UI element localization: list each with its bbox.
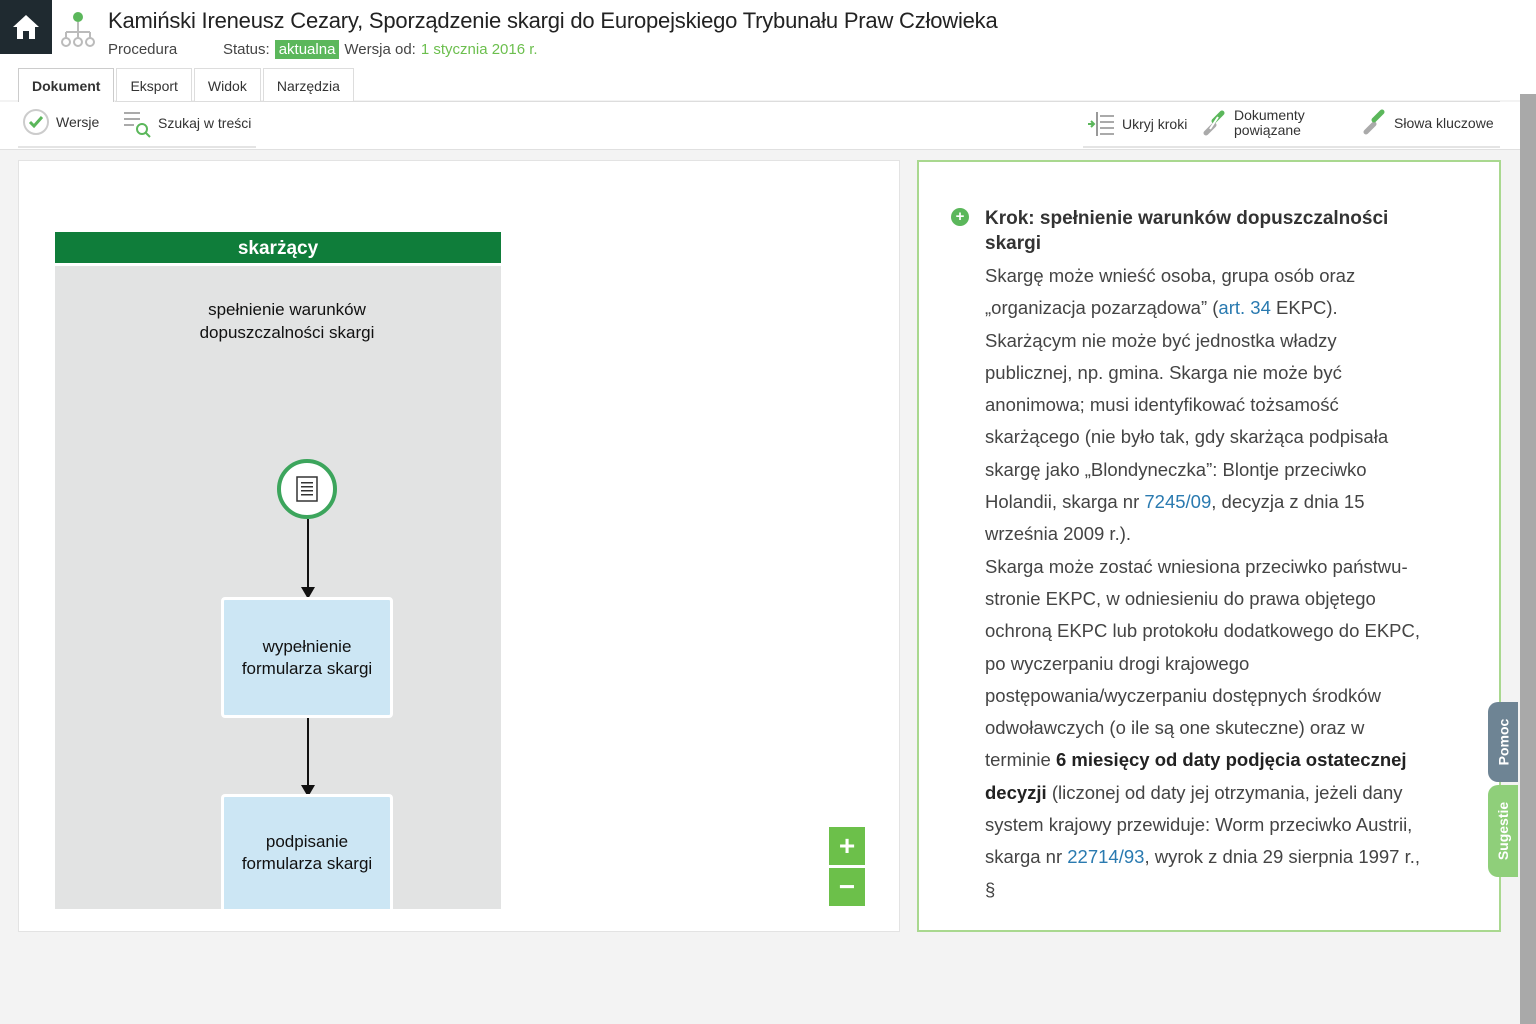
toolbar-underline (18, 146, 256, 148)
help-tab[interactable] (1488, 702, 1518, 782)
step-text-bold: 6 miesięcy od daty podjęcia ostatecznej decyzji (985, 749, 1407, 803)
swimlane-header-divider (55, 263, 501, 266)
link-icon (1200, 107, 1228, 139)
versions-button[interactable] (22, 108, 99, 136)
search-text-icon (122, 108, 152, 138)
hide-steps-icon (1088, 110, 1116, 138)
flow-arrow (307, 519, 309, 597)
tab-dokument[interactable]: Dokument (18, 68, 114, 103)
home-button[interactable] (0, 0, 52, 54)
article-link[interactable]: art. 34 (1218, 297, 1271, 319)
task-fill-form[interactable]: wypełnienie formularza skargi (221, 597, 393, 718)
search-content-label: Szukaj w treści (158, 114, 252, 131)
page-title: Kamiński Ireneusz Cezary, Sporządzenie skargi do Europejskiego Trybunału Praw Człowieka (108, 8, 998, 33)
toolbar (0, 102, 1520, 150)
related-docs-label-line1: Dokumenty (1234, 107, 1305, 123)
tab-bar (18, 68, 356, 102)
step-paragraph (985, 260, 1425, 551)
step-text: , wyrok z dnia 29 sierpnia 1997 r., § (985, 846, 1421, 900)
zoom-out-button[interactable]: − (829, 868, 865, 906)
home-icon (11, 13, 41, 41)
step-text: Skarga może zostać wniesiona przeciwko państwu-stronie EKPC, w odniesieniu do prawa objętego ochroną EKPC lub protokołu dodatkowego do EKPC, po wyczerpaniu drogi krajowego postępowania/wyczerpaniu dostępnych środków odwoławczych (o ile są one skuteczne) oraz w terminie (985, 555, 1421, 771)
procedure-icon (58, 10, 98, 50)
step-text: (liczonej od daty jej otrzymania, jeżeli dany system krajowy przewiduje: Worm przeciwko Austrii, skarga nr (985, 781, 1413, 868)
version-label: Wersja od: (344, 41, 416, 58)
case-link[interactable]: 7245/09 (1144, 491, 1212, 513)
keywords-label: Słowa kluczowe (1394, 114, 1494, 131)
tab-eksport[interactable]: Eksport (116, 68, 191, 102)
version-date[interactable]: 1 stycznia 2016 r. (420, 41, 538, 58)
toolbar-underline (1083, 146, 1500, 148)
related-docs-label-line2: powiązane (1234, 122, 1301, 138)
start-event[interactable] (277, 459, 337, 519)
help-tab-label: Pomoc (1495, 718, 1511, 766)
flow-arrow (307, 718, 309, 795)
step-body (985, 260, 1425, 906)
case-link[interactable]: 22714/93 (1067, 846, 1145, 868)
task-sign-form[interactable]: podpisanie formularza skargi (221, 794, 393, 909)
step-text: , decyzja z dnia 15 września 2009 r.). (985, 491, 1365, 545)
diagram-panel (18, 160, 900, 932)
tab-widok[interactable]: Widok (194, 68, 261, 102)
related-docs-button[interactable] (1200, 107, 1305, 139)
step-title: Krok: spełnienie warunków dopuszczalności skargi (985, 208, 1389, 254)
step-panel (917, 160, 1501, 932)
tab-narzedzia[interactable]: Narzędzia (263, 68, 354, 102)
doc-type: Procedura (108, 41, 178, 58)
status-badge: aktualna (275, 40, 340, 59)
suggestions-tab[interactable] (1488, 785, 1518, 877)
check-circle-icon (22, 108, 50, 136)
link-icon (1360, 108, 1388, 138)
doc-meta (108, 40, 538, 59)
zoom-in-button[interactable]: + (829, 827, 865, 865)
step-text: Skargę może wnieść osoba, grupa osób oraz „organizacja pozarządowa” ( (985, 265, 1356, 319)
swimlane-header: skarżący (55, 232, 501, 263)
step-paragraph (985, 551, 1425, 906)
step-text: EKPC). Skarżącym nie może być jednostka władzy publicznej, np. gmina. Skarga nie może być anonimowa; musi identyfikować tożsamość skarżącego (nie było tak, gdy skarżąca podpisała skargę jako „Blondyneczka”: Blontje przeciwko Holandii, skarga nr (985, 297, 1389, 513)
expand-step-icon[interactable]: + (951, 208, 969, 226)
hide-steps-button[interactable] (1088, 110, 1187, 138)
related-docs-label (1234, 108, 1305, 138)
keywords-button[interactable] (1360, 108, 1494, 138)
hide-steps-label: Ukryj kroki (1122, 115, 1188, 132)
suggestions-tab-label: Sugestie (1495, 801, 1512, 861)
scrollbar[interactable] (1520, 94, 1536, 1024)
status-label: Status: (223, 41, 270, 58)
event-label: spełnienie warunków dopuszczalności skargi (199, 300, 375, 342)
versions-label: Wersje (56, 113, 100, 130)
document-icon (296, 476, 318, 502)
search-content-button[interactable] (122, 108, 251, 138)
